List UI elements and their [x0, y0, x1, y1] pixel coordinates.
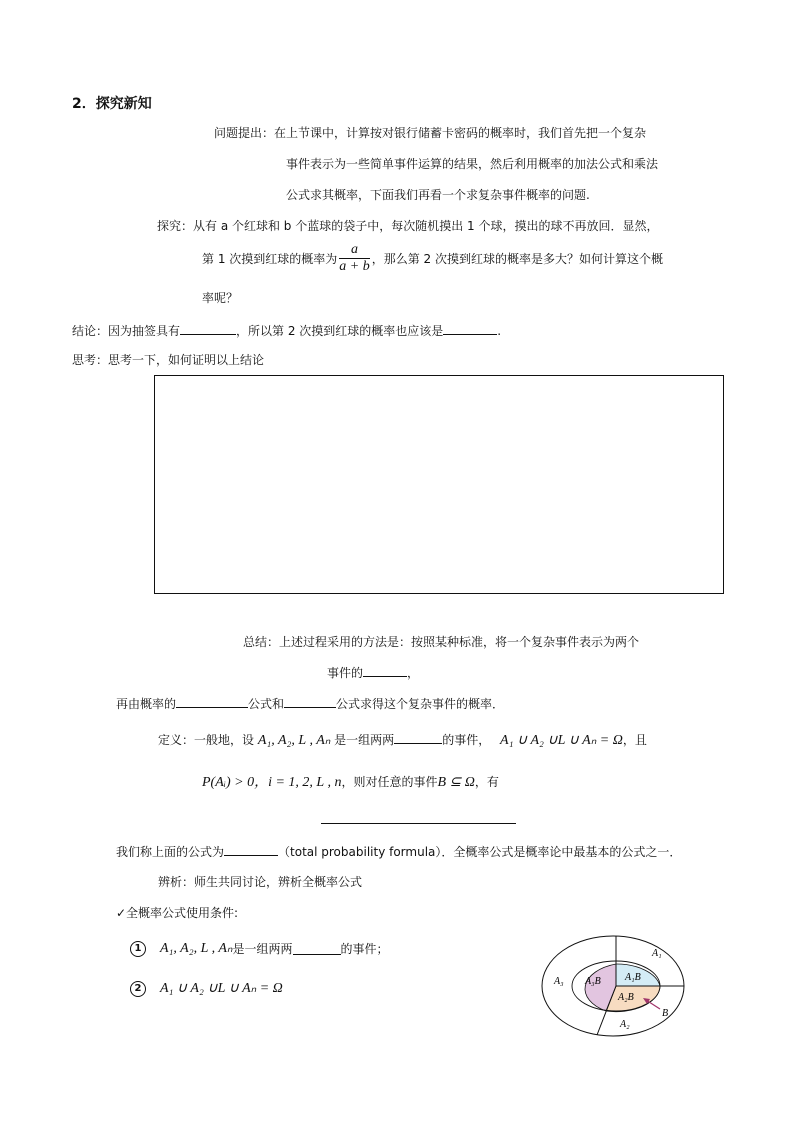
problem-line-2: 事件表示为一些简单事件运算的结果，然后利用概率的加法公式和乘法 [286, 157, 659, 171]
explore-line-2-pre: 第 1 次摸到红球的概率为 [202, 252, 338, 266]
label-a1: A₁ [652, 948, 662, 959]
problem-line-1: 问题提出：在上节课中，计算按对银行储蓄卡密码的概率时，我们首先把一个复杂 [214, 126, 647, 140]
problem-line-3: 公式求其概率，下面我们再看一个求复杂事件概率的问题. [286, 188, 590, 202]
definition-line-1 [158, 731, 647, 749]
definition-union: A₁ ∪ A₂ ∪L ∪ Aₙ = Ω [500, 733, 623, 748]
condition-item [130, 980, 283, 997]
conclusion-line [72, 322, 501, 339]
condition-blank[interactable] [293, 943, 341, 955]
definition-pre: 定义：一般地，设 [158, 733, 255, 747]
formula-name-pre: 我们称上面的公式为 [116, 845, 225, 859]
formula-name-line [116, 843, 681, 860]
conditions-title: ✓全概率公式使用条件: [116, 906, 239, 920]
fraction-denominator: a + b [339, 259, 370, 274]
condition-item [130, 940, 389, 957]
formula-name-blank[interactable] [224, 844, 278, 856]
answer-box[interactable] [154, 375, 724, 594]
partition-diagram [540, 934, 690, 1044]
summary-blank-3[interactable] [284, 696, 336, 708]
fraction-numerator: a [339, 242, 369, 259]
fraction-a-over-a-plus-b [339, 242, 369, 275]
summary-blank-1[interactable] [363, 665, 407, 677]
definition-line-2-end: ，有 [474, 775, 499, 789]
condition-text-pre: 是一组两两 [232, 942, 293, 956]
explore-line-3: 率呢？ [202, 291, 239, 305]
conclusion-blank-2[interactable] [443, 323, 497, 335]
definition-blank[interactable] [394, 732, 442, 744]
analysis-line: 辨析：师生共同讨论，辨析全概率公式 [158, 875, 363, 889]
summary-line-3 [116, 695, 504, 712]
definition-end: ，且 [622, 733, 647, 747]
definition-events: A₁, A₂, L , Aₙ [257, 733, 331, 748]
think-line: 思考：思考一下，如何证明以上结论 [72, 353, 265, 367]
definition-line-2-post: ，则对任意的事件 [341, 775, 438, 789]
definition-mid2: 的事件， [442, 733, 491, 747]
label-a2: A₂ [620, 1019, 630, 1030]
label-a3b: A₃B [585, 976, 601, 987]
conclusion-post: . [497, 324, 502, 338]
definition-index: ，i = 1, 2, L , n [254, 775, 342, 790]
summary-line-3-mid: 公式和 [248, 697, 285, 711]
summary-line-2 [327, 664, 419, 681]
conclusion-mid: ，所以第 2 次摸到红球的概率也应该是 [236, 324, 444, 338]
definition-line-2 [202, 771, 499, 791]
summary-line-3-pre: 再由概率的 [116, 697, 177, 711]
label-b: B [662, 1008, 669, 1019]
summary-line-1: 总结：上述过程采用的方法是：按照某种标准，将一个复杂事件表示为两个 [243, 635, 640, 649]
condition-math: A₁, A₂, L , Aₙ [160, 941, 233, 956]
conclusion-pre: 结论：因为抽签具有 [72, 324, 181, 338]
label-a1b: A₁B [625, 972, 641, 983]
condition-math: A₁ ∪ A₂ ∪L ∪ Aₙ = Ω [160, 981, 283, 996]
condition-number: 1 [130, 941, 146, 957]
condition-number: 2 [130, 981, 146, 997]
explore-line-2 [202, 242, 663, 275]
label-a3: A₃ [554, 976, 564, 987]
summary-line-2-post: ， [407, 666, 420, 680]
formula-rule [321, 823, 516, 824]
explore-line-1: 探究：从有 a 个红球和 b 个蓝球的袋子中，每次随机摸出 1 个球，摸出的球不再放回．显然， [157, 219, 659, 233]
summary-line-2-pre: 事件的 [327, 666, 364, 680]
definition-b-subset: B ⊆ Ω [437, 775, 475, 790]
summary-line-3-post: 公式求得这个复杂事件的概率． [336, 697, 505, 711]
summary-blank-2[interactable] [176, 696, 248, 708]
formula-name-post: （total probability formula）．全概率公式是概率论中最基本的公式之一． [278, 845, 682, 859]
section-title: 2．探究新知 [72, 96, 152, 112]
explore-line-2-post: ，那么第 2 次摸到红球的概率是多大？如何计算这个概 [371, 252, 663, 266]
definition-condition: P(Aᵢ) > 0 [202, 775, 255, 790]
condition-text-post: 的事件； [340, 942, 389, 956]
label-a2b: A₂B [618, 992, 634, 1003]
definition-mid: 是一组两两 [334, 733, 395, 747]
conclusion-blank-1[interactable] [180, 323, 236, 335]
